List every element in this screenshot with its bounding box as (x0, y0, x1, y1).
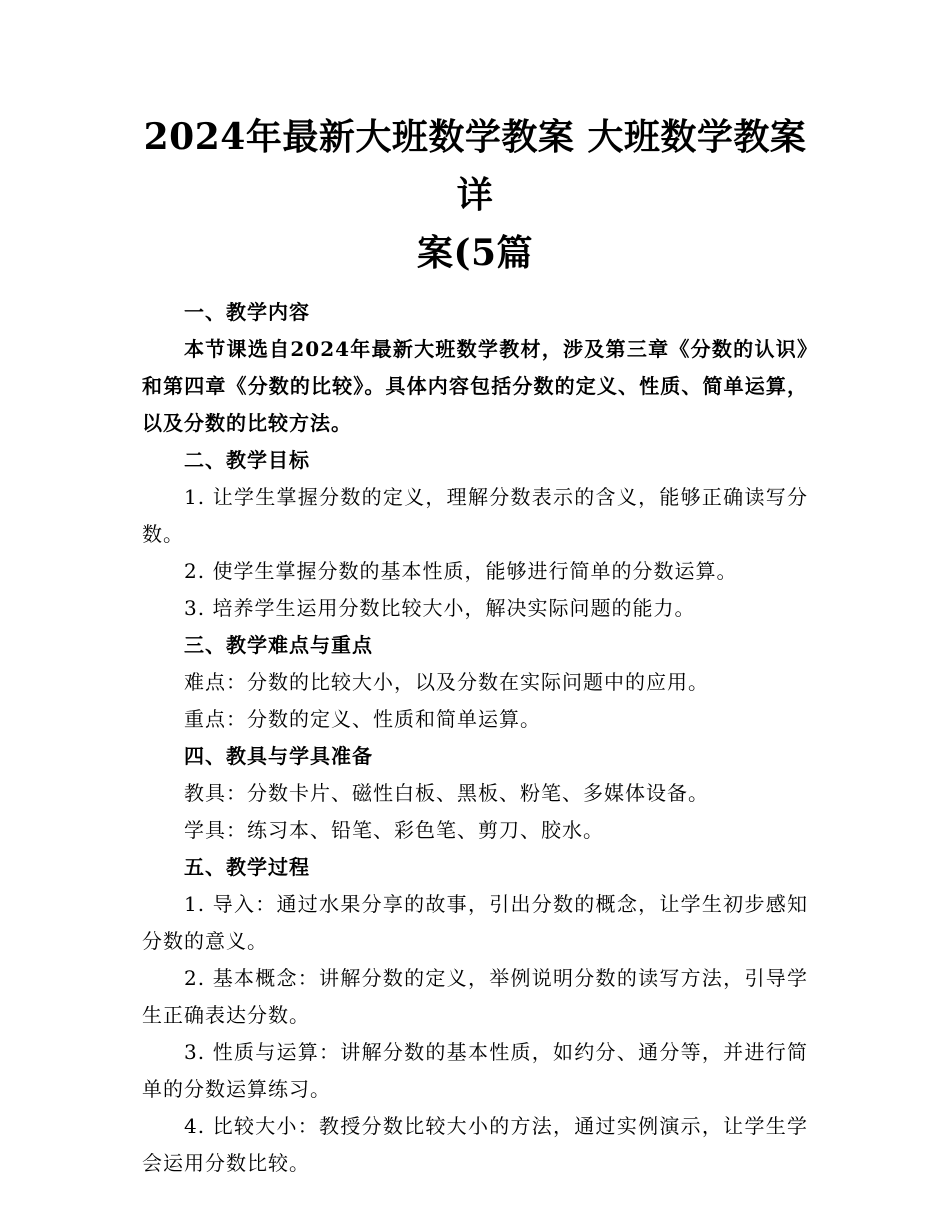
section-heading: 一、教学内容 (184, 300, 310, 324)
document-page (142, 108, 808, 1182)
body-paragraph: 重点：分数的定义、性质和简单运算。 (184, 707, 541, 731)
section-heading: 二、教学目标 (184, 448, 310, 472)
document-body (142, 294, 808, 1182)
section-heading: 三、教学难点与重点 (184, 633, 373, 657)
body-paragraph: 1. 让学生掌握分数的定义，理解分数表示的含义，能够正确读写分数。 (142, 485, 808, 546)
body-paragraph: 3. 性质与运算：讲解分数的基本性质，如约分、通分等，并进行简单的分数运算练习。 (142, 1040, 808, 1101)
body-paragraph: 2. 基本概念：讲解分数的定义，举例说明分数的读写方法，引导学生正确表达分数。 (142, 966, 808, 1027)
body-paragraph: 3. 培养学生运用分数比较大小，解决实际问题的能力。 (184, 596, 696, 620)
body-paragraph: 4. 比较大小：教授分数比较大小的方法，通过实例演示，让学生学会运用分数比较。 (142, 1114, 808, 1175)
section-heading: 四、教具与学具准备 (184, 744, 373, 768)
body-paragraph: 难点：分数的比较大小，以及分数在实际问题中的应用。 (184, 670, 709, 694)
body-paragraph: 1. 导入：通过水果分享的故事，引出分数的概念，让学生初步感知分数的意义。 (142, 892, 808, 953)
body-paragraph: 教具：分数卡片、磁性白板、黑板、粉笔、多媒体设备。 (184, 781, 709, 805)
body-paragraph: 2. 使学生掌握分数的基本性质，能够进行简单的分数运算。 (184, 559, 738, 583)
body-paragraph: 学具：练习本、铅笔、彩色笔、剪刀、胶水。 (184, 818, 604, 842)
title-line-1: 2024年最新大班数学教案 大班数学教案详 (143, 116, 807, 216)
title-line-2: 案(5篇 (416, 232, 534, 274)
body-paragraph: 本节课选自2024年最新大班数学教材，涉及第三章《分数的认识》和第四章《分数的比较》。具体内容包括分数的定义、性质、简单运算，以及分数的比较方法。 (142, 337, 808, 435)
document-title (142, 108, 808, 282)
section-heading: 五、教学过程 (184, 855, 310, 879)
